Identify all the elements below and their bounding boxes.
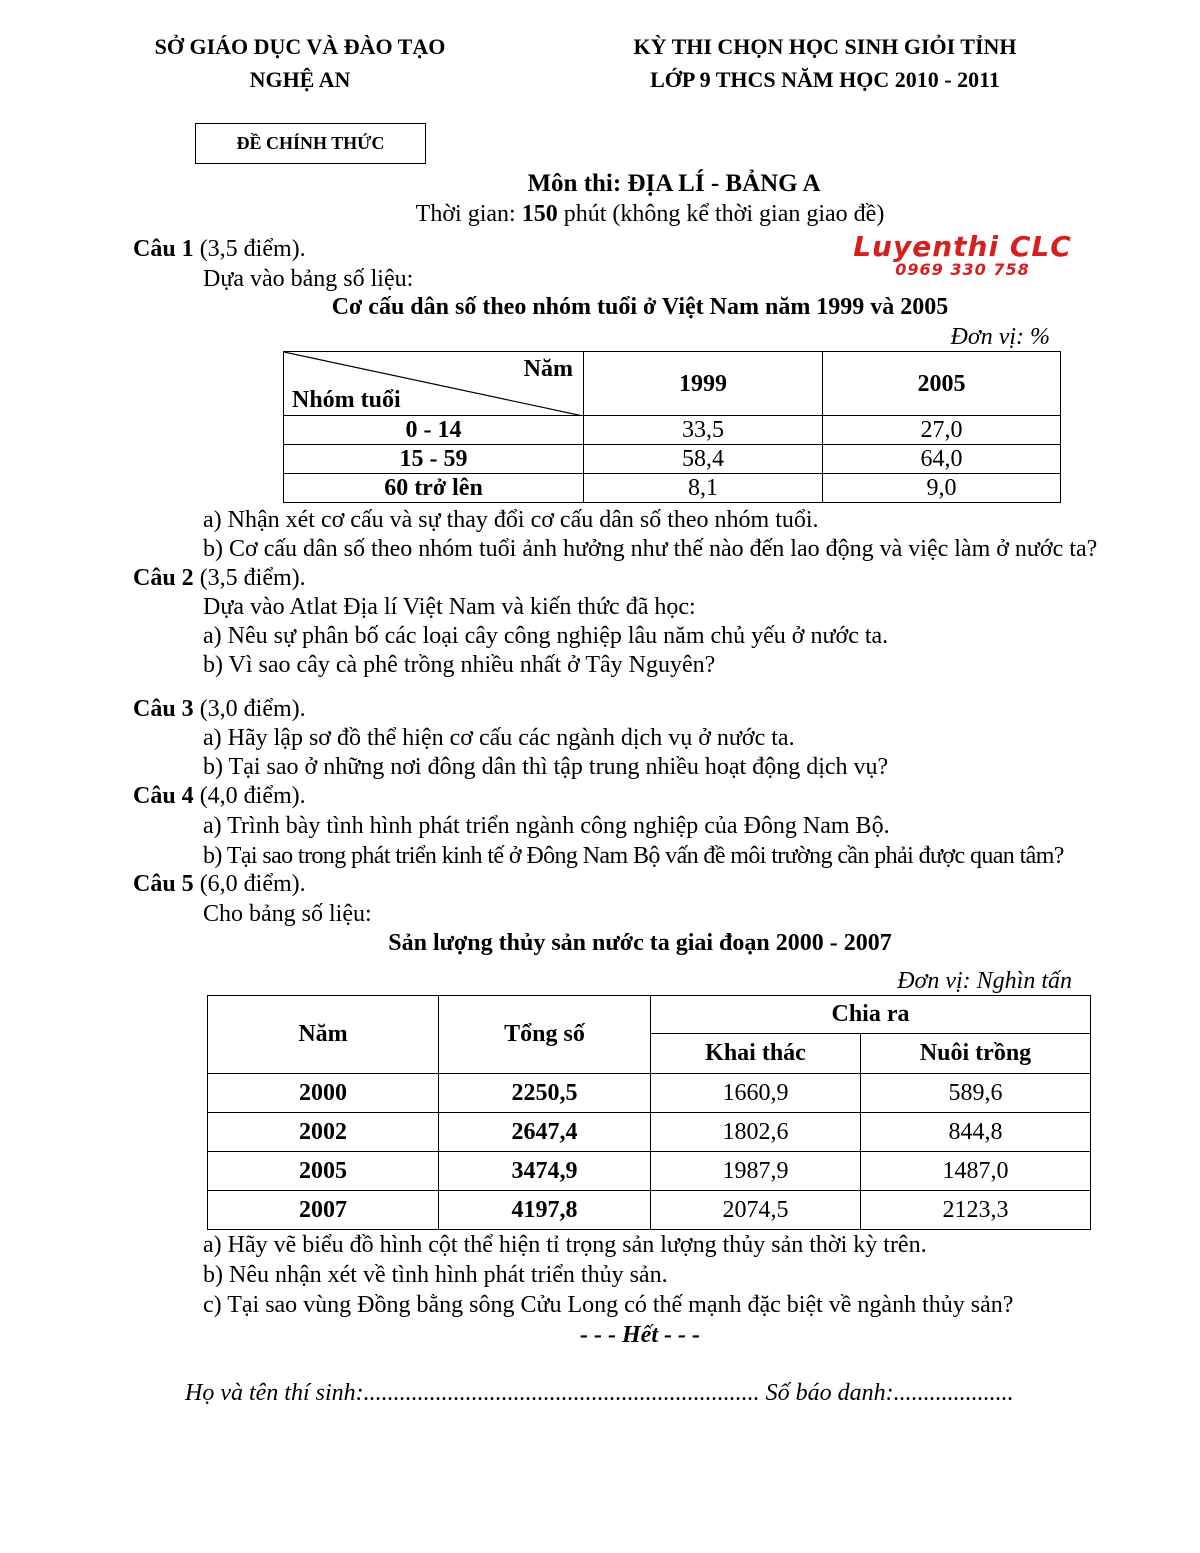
q5-heading bbox=[133, 869, 306, 899]
col-farm-header: Nuôi trồng bbox=[861, 1034, 1091, 1074]
population-table bbox=[283, 351, 1061, 503]
table-row bbox=[284, 416, 1061, 445]
q2-part-a: a) Nêu sự phân bố các loại cây công nghiệp lâu năm chủ yếu ở nước ta. bbox=[203, 623, 889, 649]
department-name: SỞ GIÁO DỤC VÀ ĐÀO TẠO bbox=[154, 34, 446, 59]
value-cell: 8,1 bbox=[584, 474, 823, 503]
value-cell: 33,5 bbox=[584, 416, 823, 445]
table-row bbox=[208, 1191, 1091, 1230]
year-cell: 2007 bbox=[208, 1191, 439, 1230]
fishery-table bbox=[207, 995, 1091, 1230]
farm-cell: 589,6 bbox=[861, 1074, 1091, 1113]
total-cell: 2647,4 bbox=[439, 1113, 651, 1152]
q1-unit: Đơn vị: % bbox=[950, 324, 1050, 350]
group-cell: 15 - 59 bbox=[284, 445, 584, 474]
total-cell: 3474,9 bbox=[439, 1152, 651, 1191]
year-cell: 2002 bbox=[208, 1113, 439, 1152]
q3-heading bbox=[133, 694, 306, 724]
table-row bbox=[208, 1113, 1091, 1152]
catch-cell: 1987,9 bbox=[651, 1152, 861, 1191]
exam-subject: Môn thi: ĐỊA LÍ - BẢNG A bbox=[527, 170, 821, 197]
q1-points: (3,5 điểm). bbox=[193, 236, 306, 262]
exam-grade-year: LỚP 9 THCS NĂM HỌC 2010 - 2011 bbox=[650, 67, 1000, 92]
candidate-id-field: .................... bbox=[893, 1380, 1014, 1406]
province-name: NGHỆ AN bbox=[249, 67, 351, 92]
q1-heading bbox=[133, 234, 306, 264]
q2-intro: Dựa vào Atlat Địa lí Việt Nam và kiến thức đã học: bbox=[203, 594, 696, 620]
value-cell: 58,4 bbox=[584, 445, 823, 474]
header-right bbox=[600, 30, 1050, 96]
value-cell: 9,0 bbox=[823, 474, 1061, 503]
candidate-id-label: Số báo danh: bbox=[759, 1380, 894, 1406]
group-cell: 60 trở lên bbox=[284, 474, 584, 503]
col-year-header: Năm bbox=[208, 996, 439, 1074]
value-cell: 64,0 bbox=[823, 445, 1061, 474]
q3-part-a: a) Hãy lập sơ đồ thể hiện cơ cấu các ngành dịch vụ ở nước ta. bbox=[203, 725, 795, 751]
q5-part-b: b) Nêu nhận xét về tình hình phát triển thủy sản. bbox=[203, 1262, 668, 1288]
population-table-corner bbox=[284, 352, 584, 416]
q5-part-c: c) Tại sao vùng Đồng bằng sông Cửu Long có thế mạnh đặc biệt về ngành thủy sản? bbox=[203, 1292, 1014, 1318]
catch-cell: 1802,6 bbox=[651, 1113, 861, 1152]
q5-unit: Đơn vị: Nghìn tấn bbox=[897, 968, 1072, 994]
q1-part-b: b) Cơ cấu dân số theo nhóm tuổi ảnh hưởng như thế nào đến lao động và việc làm ở nước ta? bbox=[203, 536, 1098, 562]
q3-points: (3,0 điểm). bbox=[193, 696, 306, 722]
header-year-label: Năm bbox=[523, 356, 573, 382]
q5-table-title: Sản lượng thủy sản nước ta giai đoạn 2000 - 2007 bbox=[388, 930, 892, 956]
group-cell: 0 - 14 bbox=[284, 416, 584, 445]
q2-label: Câu 2 bbox=[133, 565, 194, 591]
header-year-2005: 2005 bbox=[823, 352, 1061, 416]
catch-cell: 2074,5 bbox=[651, 1191, 861, 1230]
exam-time-value: 150 bbox=[521, 201, 558, 227]
farm-cell: 1487,0 bbox=[861, 1152, 1091, 1191]
col-catch-header: Khai thác bbox=[651, 1034, 861, 1074]
exam-time bbox=[350, 198, 950, 230]
header-group-label: Nhóm tuổi bbox=[292, 387, 401, 413]
brand-logo-name: Luyenthi CLC bbox=[853, 230, 1072, 263]
exam-name: KỲ THI CHỌN HỌC SINH GIỎI TỈNH bbox=[633, 34, 1017, 59]
candidate-name-field: .................................................................. bbox=[363, 1380, 760, 1406]
exam-time-prefix: Thời gian: bbox=[415, 201, 522, 227]
candidate-info bbox=[185, 1378, 1014, 1408]
q2-part-b: b) Vì sao cây cà phê trồng nhiều nhất ở Tây Nguyên? bbox=[203, 652, 716, 678]
q3-part-b: b) Tại sao ở những nơi đông dân thì tập trung nhiều hoạt động dịch vụ? bbox=[203, 754, 889, 780]
end-marker: - - - Hết - - - bbox=[580, 1322, 700, 1348]
candidate-name-label: Họ và tên thí sinh: bbox=[185, 1380, 364, 1406]
table-row bbox=[208, 1074, 1091, 1113]
table-row bbox=[208, 1152, 1091, 1191]
q4-part-a: a) Trình bày tình hình phát triển ngành công nghiệp của Đông Nam Bộ. bbox=[203, 813, 890, 839]
q2-heading bbox=[133, 563, 306, 593]
q1-table-title: Cơ cấu dân số theo nhóm tuổi ở Việt Nam năm 1999 và 2005 bbox=[331, 294, 949, 320]
q5-points: (6,0 điểm). bbox=[193, 871, 306, 897]
catch-cell: 1660,9 bbox=[651, 1074, 861, 1113]
col-total-header: Tổng số bbox=[439, 996, 651, 1074]
header-left bbox=[120, 30, 480, 96]
brand-logo bbox=[850, 232, 1075, 278]
q4-label: Câu 4 bbox=[133, 783, 194, 809]
q1-label: Câu 1 bbox=[133, 236, 194, 262]
exam-time-suffix: phút (không kể thời gian giao đề) bbox=[557, 201, 885, 227]
year-cell: 2000 bbox=[208, 1074, 439, 1113]
total-cell: 4197,8 bbox=[439, 1191, 651, 1230]
brand-logo-phone: 0969 330 758 bbox=[895, 260, 1030, 279]
q1-intro: Dựa vào bảng số liệu: bbox=[203, 266, 414, 292]
q4-points: (4,0 điểm). bbox=[193, 783, 306, 809]
q5-intro: Cho bảng số liệu: bbox=[203, 901, 372, 927]
year-cell: 2005 bbox=[208, 1152, 439, 1191]
table-row bbox=[284, 474, 1061, 503]
q2-points: (3,5 điểm). bbox=[193, 565, 306, 591]
q5-part-a: a) Hãy vẽ biểu đồ hình cột thể hiện tỉ trọng sản lượng thủy sản thời kỳ trên. bbox=[203, 1232, 927, 1258]
farm-cell: 2123,3 bbox=[861, 1191, 1091, 1230]
total-cell: 2250,5 bbox=[439, 1074, 651, 1113]
value-cell: 27,0 bbox=[823, 416, 1061, 445]
header-year-1999: 1999 bbox=[584, 352, 823, 416]
q5-label: Câu 5 bbox=[133, 871, 194, 897]
table-row bbox=[284, 445, 1061, 474]
q3-label: Câu 3 bbox=[133, 696, 194, 722]
col-split-header: Chia ra bbox=[651, 996, 1091, 1034]
q1-part-a: a) Nhận xét cơ cấu và sự thay đổi cơ cấu dân số theo nhóm tuổi. bbox=[203, 507, 819, 533]
q4-part-b: b) Tại sao trong phát triển kinh tế ở Đông Nam Bộ vấn đề môi trường cần phải được quan tâm? bbox=[203, 843, 1064, 869]
farm-cell: 844,8 bbox=[861, 1113, 1091, 1152]
official-badge: ĐỀ CHÍNH THỨC bbox=[195, 123, 426, 164]
q4-heading bbox=[133, 781, 306, 811]
